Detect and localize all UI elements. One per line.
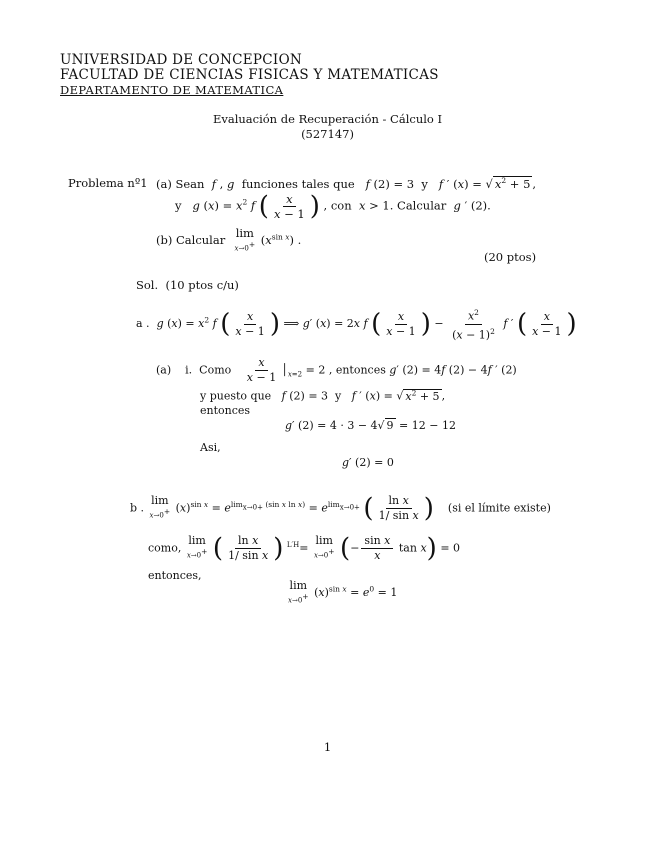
sol-label: Sol.	[136, 278, 159, 292]
part-a-tag: (a)	[156, 176, 172, 191]
part-b-calcular: Calcular	[176, 233, 226, 248]
sol-sub-i-tag: i.	[185, 363, 193, 377]
solution-a-i: (a) i. Como $\frac{x}{x - 1}$ $│_{x=2} = 2$ , entonces g′ (2) = 4f (2) − 4f ′ (2)	[156, 356, 517, 384]
sol-points-each: (10 ptos c/u)	[165, 278, 239, 292]
page-number: 1	[323, 740, 332, 754]
solution-a-asi: Asi,	[200, 441, 221, 454]
sol-como: Como	[199, 363, 232, 377]
exam-title: Evaluación de Recuperación - Cálculo I	[212, 112, 443, 126]
part-a-calcular: Calcular	[397, 198, 447, 213]
sol-entonces-inline: , entonces	[328, 363, 386, 377]
sol-como-b: como,	[148, 541, 182, 555]
solution-a-derivative: a . g $(x) = x^2$ f ( $\frac{x}{x - 1}$ ) ⟹ g′ (x) = 2x f ( $\frac{x}{x - 1}$ ) − $\frac{x^2}{(x - 1)^2}$ f ′ ( $\frac{x}{x - 1}$ )	[136, 308, 577, 342]
solution-b-entonces: entonces,	[148, 569, 202, 582]
part-a-con: con	[330, 198, 352, 213]
solution-b-limit: b . lim x→0+ $(x)^{sin x} = e^{lim_{x\to 0+} (sin x ln x)} = e^{lim_{x\to 0+}}$ ( $\frac{\text{ln x}}{\text{1/ sin x}}$ ) (si el límite existe)	[130, 493, 551, 524]
solution-label	[136, 278, 239, 292]
solution-a-eval: g′ (2) = 4 · 3 − 4√ 9 = 12 − 12	[285, 419, 456, 432]
solution-a-given: y puesto que f (2) = 3 y f ′ (x) = √ $x^2 + 5$ ,	[200, 388, 446, 403]
part-a-sean: Sean	[175, 176, 205, 191]
solution-b-result: lim x→0+ $(x)^{sin x} = e^0 = 1$	[288, 579, 398, 605]
solution-b-lhopital: como, lim x→0+ ( $\frac{\text{ln x}}{\text{1/ sin x}}$ ) $^{L'H}$= lim x→0+ (− $\frac{\text{sin x}}{x}$ tan x) = 0	[148, 533, 461, 564]
part-b-statement: (b) Calcular lim x→0+ $(x^{sin x})$ .	[156, 226, 302, 253]
sol-si-existe: (si el límite existe)	[447, 501, 551, 515]
sol-b-label: b .	[130, 501, 145, 515]
exam-code: (527147)	[301, 127, 354, 141]
part-a-functions-text: funciones tales que	[241, 176, 355, 191]
sol-y-puesto-que: y puesto que	[200, 389, 272, 403]
solution-a-entonces: entonces	[200, 404, 251, 417]
problem-label: Problema nº1	[68, 176, 148, 190]
part-b-tag: (b)	[156, 233, 173, 248]
university-name: UNIVERSIDAD DE CONCEPCION	[60, 52, 303, 68]
department-name: DEPARTAMENTO DE MATEMATICA	[60, 83, 284, 97]
part-a-line2: y g $(x) = x^2$ f ( $\frac{x}{x - 1}$ ) , con x > 1. Calcular g ′ (2).	[175, 191, 491, 222]
sol-a-label: a .	[136, 317, 150, 331]
part-a-statement: (a) Sean f , g funciones tales que f (2) = 3 y f ′ (x) = √ $x^2 + 5$ ,	[156, 176, 537, 191]
solution-a-result: g′ (2) = 0	[342, 456, 394, 469]
problem-points: (20 ptos)	[484, 250, 537, 264]
sol-sub-a-tag: (a)	[156, 363, 172, 377]
faculty-name: FACULTAD DE CIENCIAS FISICAS Y MATEMATICAS	[60, 67, 439, 83]
